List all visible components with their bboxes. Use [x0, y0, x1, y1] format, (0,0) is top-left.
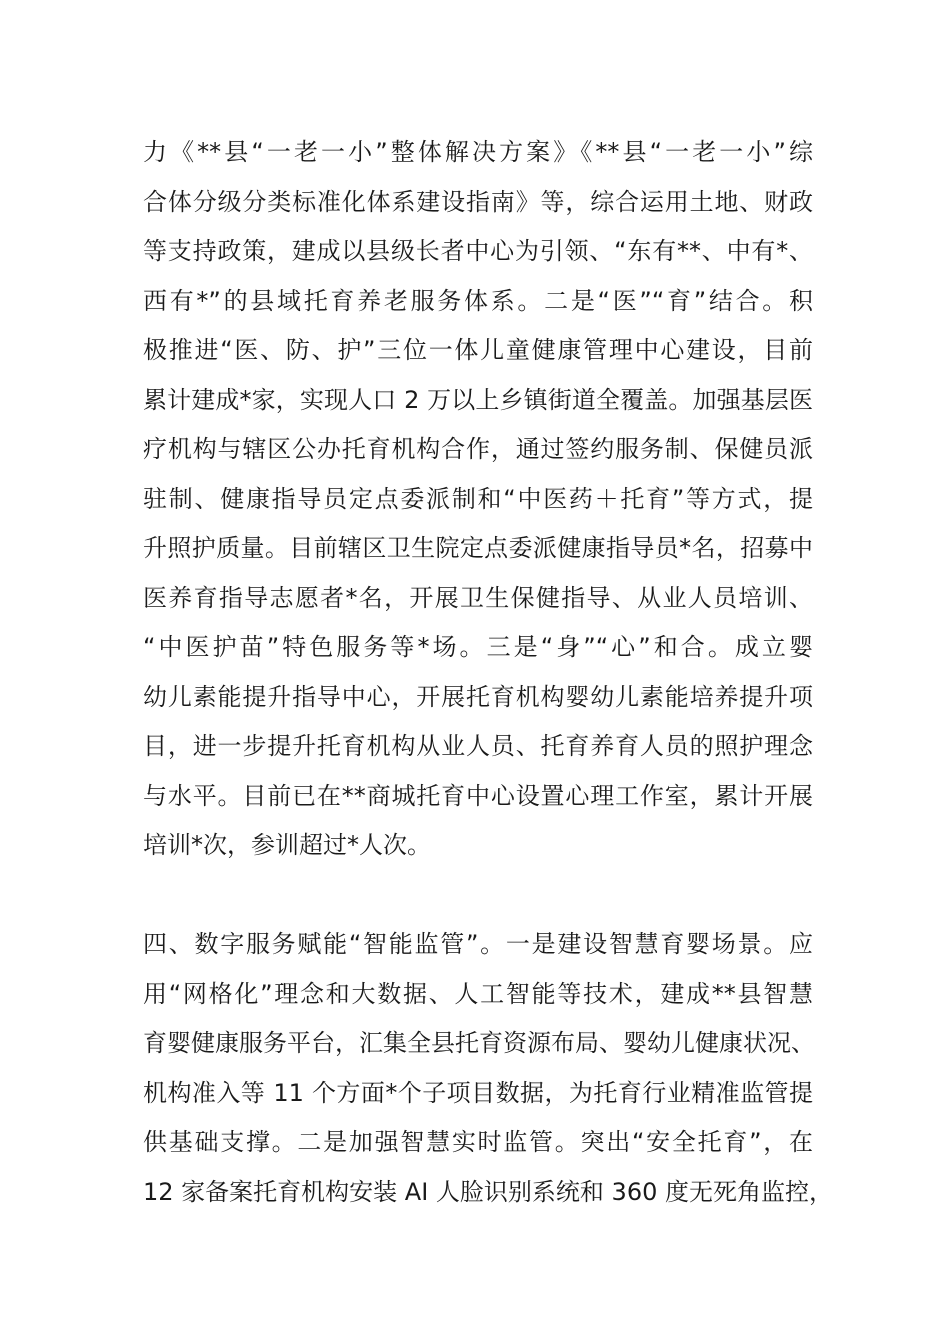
paragraph-digital-supervision — [143, 920, 833, 1217]
text-line: 育婴健康服务平台，汇集全县托育资源布局、婴幼儿健康状况、 — [143, 1029, 815, 1057]
text-line: 与水平。目前已在**商城托育中心设置心理工作室，累计开展 — [143, 781, 813, 810]
text-line: 供基础支撑。二是加强智慧实时监管。突出“安全托育”，在 — [143, 1128, 813, 1156]
text-line: 等支持政策，建成以县级长者中心为引领、“东有**、中有*、 — [143, 237, 813, 265]
text-line: 西有*”的县域托育养老服务体系。二是“医”“育”结合。积 — [143, 286, 813, 315]
text-line: 医养育指导志愿者*名，开展卫生保健指导、从业人员培训、 — [143, 583, 813, 612]
paragraph-childcare-integration — [143, 128, 813, 871]
text-line: 目，进一步提升托育机构从业人员、托育养育人员的照护理念 — [143, 732, 813, 760]
text-line: 疗机构与辖区公办托育机构合作，通过签约服务制、保健员派 — [143, 435, 813, 463]
text-line: 幼儿素能提升指导中心，开展托育机构婴幼儿素能培养提升项 — [143, 682, 813, 711]
text-line: 四、数字服务赋能“智能监管”。一是建设智慧育婴场景。应 — [143, 930, 813, 958]
text-line: 驻制、健康指导员定点委派制和“中医药＋托育”等方式，提 — [143, 484, 813, 513]
text-line: 累计建成*家，实现人口 2 万以上乡镇街道全覆盖。加强基层医 — [143, 385, 813, 414]
text-line: 合体分级分类标准化体系建设指南》等，综合运用土地、财政 — [143, 187, 813, 216]
text-line: 力《**县“一老一小”整体解决方案》《**县“一老一小”综 — [143, 138, 813, 166]
text-line: 12 家备案托育机构安装 AI 人脸识别系统和 360 度无死角监控， — [143, 1177, 833, 1206]
text-line: 升照护质量。目前辖区卫生院定点委派健康指导员*名，招募中 — [143, 534, 813, 562]
text-line: 机构准入等 11 个方面*个子项目数据，为托育行业精准监管提 — [143, 1078, 813, 1107]
text-line: “中医护苗”特色服务等*场。三是“身”“心”和合。成立婴 — [143, 633, 813, 661]
text-line: 极推进“医、防、护”三位一体儿童健康管理中心建设，目前 — [143, 336, 813, 364]
text-line: 培训*次，参训超过*人次。 — [143, 831, 431, 859]
text-line: 用“网格化”理念和大数据、人工智能等技术，建成**县智慧 — [143, 979, 813, 1008]
